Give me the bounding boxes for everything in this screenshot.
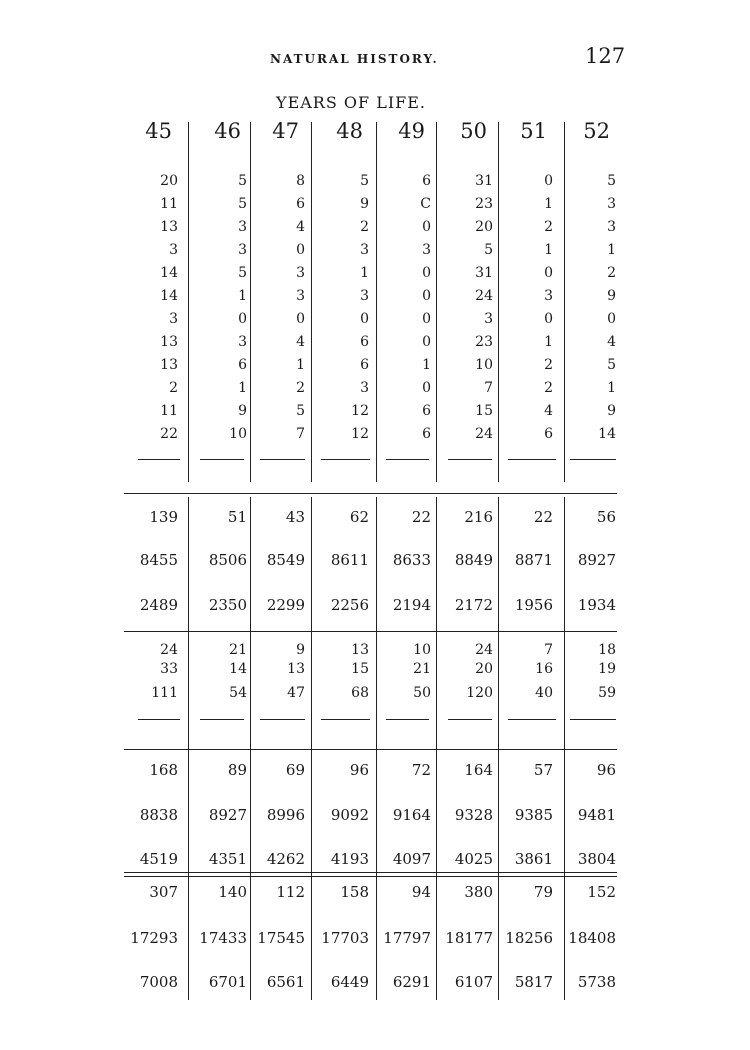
table-cell: 17545 xyxy=(257,929,305,947)
table-cell: 2 xyxy=(360,219,369,235)
column-divider xyxy=(188,122,189,482)
table-cell: 1 xyxy=(544,242,553,258)
table-rule xyxy=(124,749,617,750)
table-cell: 22 xyxy=(160,426,178,442)
table-cell: 1 xyxy=(238,288,247,304)
table-cell: 8506 xyxy=(208,551,247,569)
table-cell: 94 xyxy=(411,883,431,901)
table-cell: 1 xyxy=(238,380,247,396)
table-cell: 158 xyxy=(340,883,369,901)
table-cell: 2 xyxy=(544,380,553,396)
table-cell: 9328 xyxy=(454,806,493,824)
table-rule xyxy=(321,459,370,460)
table-rule xyxy=(124,631,617,632)
table-cell: 9092 xyxy=(330,806,369,824)
table-cell: 5817 xyxy=(514,973,553,991)
table-cell: 7 xyxy=(484,380,493,396)
table-cell: 23 xyxy=(475,334,493,350)
table-cell: 62 xyxy=(349,508,369,526)
table-rule xyxy=(200,459,244,460)
table-cell: 13 xyxy=(160,219,178,235)
table-cell: 0 xyxy=(422,288,431,304)
table-cell: 6291 xyxy=(392,973,431,991)
table-rule xyxy=(138,459,180,460)
column-header-52: 52 xyxy=(583,119,610,143)
table-cell: 4262 xyxy=(266,850,305,868)
table-cell: 6561 xyxy=(266,973,305,991)
table-cell: 112 xyxy=(276,883,305,901)
table-cell: 3 xyxy=(544,288,553,304)
table-cell: 13 xyxy=(287,661,305,677)
table-cell: 1 xyxy=(422,357,431,373)
table-cell: 8996 xyxy=(266,806,305,824)
table-rule xyxy=(508,719,556,720)
table-cell: 8 xyxy=(296,173,305,189)
table-cell: 1 xyxy=(544,334,553,350)
table-rule xyxy=(321,719,370,720)
table-cell: 6 xyxy=(238,357,247,373)
table-cell: 9164 xyxy=(392,806,431,824)
column-header-47: 47 xyxy=(272,119,299,143)
table-rule xyxy=(260,459,305,460)
table-cell: 5 xyxy=(607,357,616,373)
table-cell: 0 xyxy=(422,380,431,396)
table-cell: 9 xyxy=(607,288,616,304)
table-cell: 0 xyxy=(607,311,616,327)
table-cell: 23 xyxy=(475,196,493,212)
table-cell: 3 xyxy=(360,242,369,258)
table-cell: 7008 xyxy=(139,973,178,991)
table-cell: 16 xyxy=(535,661,553,677)
table-cell: 120 xyxy=(466,685,493,701)
table-cell: 5 xyxy=(238,173,247,189)
table-cell: 8927 xyxy=(577,551,616,569)
table-cell: 6 xyxy=(360,334,369,350)
table-cell: 307 xyxy=(149,883,178,901)
table-cell: 5 xyxy=(238,196,247,212)
table-cell: 0 xyxy=(296,242,305,258)
table-cell: 20 xyxy=(160,173,178,189)
table-cell: 69 xyxy=(285,761,305,779)
table-title: YEARS OF LIFE. xyxy=(276,93,427,112)
table-cell: 17703 xyxy=(321,929,369,947)
table-cell: 1 xyxy=(607,242,616,258)
table-cell: 12 xyxy=(351,426,369,442)
table-cell: 4351 xyxy=(208,850,247,868)
column-divider xyxy=(498,122,499,482)
table-cell: 2172 xyxy=(454,596,493,614)
table-cell: 3 xyxy=(296,265,305,281)
table-rule xyxy=(386,459,429,460)
table-cell: 8611 xyxy=(330,551,369,569)
column-header-45: 45 xyxy=(145,119,172,143)
table-cell: 3 xyxy=(169,311,178,327)
table-cell: 59 xyxy=(598,685,616,701)
table-rule xyxy=(124,493,617,494)
column-divider xyxy=(250,122,251,482)
table-cell: 21 xyxy=(413,661,431,677)
table-rule xyxy=(138,719,180,720)
table-cell: 216 xyxy=(464,508,493,526)
table-cell: 2 xyxy=(169,380,178,396)
table-rule xyxy=(448,459,492,460)
table-cell: 2 xyxy=(544,357,553,373)
table-cell: 12 xyxy=(351,403,369,419)
table-cell: 1 xyxy=(296,357,305,373)
table-cell: 139 xyxy=(149,508,178,526)
table-cell: 0 xyxy=(544,265,553,281)
table-cell: 152 xyxy=(587,883,616,901)
table-cell: 9385 xyxy=(514,806,553,824)
table-cell: 18 xyxy=(598,642,616,658)
column-divider xyxy=(376,122,377,482)
table-cell: 3 xyxy=(238,219,247,235)
table-cell: 6 xyxy=(544,426,553,442)
table-cell: 18256 xyxy=(505,929,553,947)
table-cell: 24 xyxy=(475,288,493,304)
table-cell: 3 xyxy=(296,288,305,304)
table-cell: 6 xyxy=(422,403,431,419)
table-cell: 11 xyxy=(160,196,178,212)
table-cell: 31 xyxy=(475,173,493,189)
table-cell: 3804 xyxy=(577,850,616,868)
table-cell: 4025 xyxy=(454,850,493,868)
table-cell: 3 xyxy=(607,219,616,235)
table-cell: 6 xyxy=(296,196,305,212)
table-cell: 17797 xyxy=(383,929,431,947)
table-cell: 68 xyxy=(351,685,369,701)
table-cell: 14 xyxy=(598,426,616,442)
table-cell: 5 xyxy=(296,403,305,419)
table-cell: 0 xyxy=(422,219,431,235)
table-cell: 11 xyxy=(160,403,178,419)
table-cell: 3861 xyxy=(514,850,553,868)
table-cell: 22 xyxy=(411,508,431,526)
table-cell: 5 xyxy=(238,265,247,281)
table-cell: 6107 xyxy=(454,973,493,991)
table-cell: 18408 xyxy=(568,929,616,947)
table-cell: 8549 xyxy=(266,551,305,569)
table-cell: 0 xyxy=(422,334,431,350)
table-cell: 168 xyxy=(149,761,178,779)
table-cell: 4 xyxy=(296,219,305,235)
table-cell: 6701 xyxy=(208,973,247,991)
table-cell: 56 xyxy=(596,508,616,526)
table-cell: 10 xyxy=(413,642,431,658)
table-cell: 4 xyxy=(607,334,616,350)
table-cell: 8838 xyxy=(139,806,178,824)
table-cell: 164 xyxy=(464,761,493,779)
table-cell: 18177 xyxy=(445,929,493,947)
table-cell: 3 xyxy=(238,334,247,350)
table-cell: 1 xyxy=(607,380,616,396)
table-cell: 79 xyxy=(533,883,553,901)
table-cell: 9 xyxy=(360,196,369,212)
table-cell: 6 xyxy=(422,173,431,189)
table-cell: 14 xyxy=(229,661,247,677)
table-cell: 13 xyxy=(160,334,178,350)
table-cell: 8927 xyxy=(208,806,247,824)
table-cell: 1934 xyxy=(577,596,616,614)
table-cell: 5 xyxy=(484,242,493,258)
table-cell: 21 xyxy=(229,642,247,658)
table-cell: 15 xyxy=(351,661,369,677)
table-cell: 8633 xyxy=(392,551,431,569)
running-title: NATURAL HISTORY. xyxy=(270,52,439,66)
table-cell: 380 xyxy=(464,883,493,901)
column-header-49: 49 xyxy=(398,119,425,143)
table-cell: 5 xyxy=(360,173,369,189)
table-cell: 13 xyxy=(351,642,369,658)
table-cell: 24 xyxy=(160,642,178,658)
table-cell: 0 xyxy=(360,311,369,327)
table-cell: 3 xyxy=(360,288,369,304)
table-cell: 2 xyxy=(544,219,553,235)
table-cell: 96 xyxy=(349,761,369,779)
column-header-51: 51 xyxy=(520,119,547,143)
table-cell: 6 xyxy=(360,357,369,373)
table-cell: 9 xyxy=(607,403,616,419)
table-rule xyxy=(570,459,616,460)
table-cell: 6449 xyxy=(330,973,369,991)
table-cell: 20 xyxy=(475,219,493,235)
table-cell: 47 xyxy=(287,685,305,701)
table-cell: 17433 xyxy=(199,929,247,947)
table-cell: 15 xyxy=(475,403,493,419)
table-cell: 33 xyxy=(160,661,178,677)
table-cell: 10 xyxy=(229,426,247,442)
table-cell: 14 xyxy=(160,265,178,281)
table-rule xyxy=(448,719,492,720)
table-cell: C xyxy=(420,196,431,212)
table-cell: 2299 xyxy=(266,596,305,614)
table-cell: 111 xyxy=(151,685,178,701)
table-cell: 3 xyxy=(422,242,431,258)
table-cell: 2489 xyxy=(139,596,178,614)
table-cell: 4 xyxy=(544,403,553,419)
table-cell: 8455 xyxy=(139,551,178,569)
table-cell: 5 xyxy=(607,173,616,189)
table-cell: 5738 xyxy=(577,973,616,991)
table-cell: 8871 xyxy=(514,551,553,569)
table-cell: 6 xyxy=(422,426,431,442)
column-divider xyxy=(311,122,312,482)
table-cell: 9 xyxy=(296,642,305,658)
table-cell: 140 xyxy=(218,883,247,901)
table-cell: 8849 xyxy=(454,551,493,569)
table-cell: 3 xyxy=(238,242,247,258)
table-cell: 3 xyxy=(360,380,369,396)
table-cell: 2 xyxy=(296,380,305,396)
table-cell: 0 xyxy=(544,173,553,189)
table-cell: 3 xyxy=(169,242,178,258)
table-cell: 4519 xyxy=(139,850,178,868)
table-cell: 19 xyxy=(598,661,616,677)
table-cell: 0 xyxy=(296,311,305,327)
table-cell: 89 xyxy=(227,761,247,779)
table-rule xyxy=(200,719,244,720)
table-cell: 22 xyxy=(533,508,553,526)
table-cell: 0 xyxy=(238,311,247,327)
table-cell: 54 xyxy=(229,685,247,701)
table-cell: 9 xyxy=(238,403,247,419)
table-cell: 4 xyxy=(296,334,305,350)
table-cell: 24 xyxy=(475,642,493,658)
table-cell: 0 xyxy=(544,311,553,327)
column-divider xyxy=(436,122,437,482)
table-rule xyxy=(124,872,617,877)
table-cell: 72 xyxy=(411,761,431,779)
table-cell: 96 xyxy=(596,761,616,779)
column-header-48: 48 xyxy=(336,119,363,143)
table-cell: 57 xyxy=(533,761,553,779)
table-cell: 20 xyxy=(475,661,493,677)
table-rule xyxy=(386,719,429,720)
table-cell: 1 xyxy=(544,196,553,212)
table-cell: 43 xyxy=(285,508,305,526)
table-cell: 7 xyxy=(544,642,553,658)
table-rule xyxy=(508,459,556,460)
table-cell: 1956 xyxy=(514,596,553,614)
table-cell: 13 xyxy=(160,357,178,373)
table-cell: 14 xyxy=(160,288,178,304)
table-cell: 7 xyxy=(296,426,305,442)
table-rule xyxy=(570,719,616,720)
table-cell: 31 xyxy=(475,265,493,281)
table-cell: 2 xyxy=(607,265,616,281)
table-cell: 0 xyxy=(422,311,431,327)
column-header-46: 46 xyxy=(214,119,241,143)
table-cell: 2350 xyxy=(208,596,247,614)
table-cell: 17293 xyxy=(130,929,178,947)
table-cell: 40 xyxy=(535,685,553,701)
table-cell: 2194 xyxy=(392,596,431,614)
table-cell: 9481 xyxy=(577,806,616,824)
table-cell: 4097 xyxy=(392,850,431,868)
table-cell: 24 xyxy=(475,426,493,442)
table-cell: 50 xyxy=(413,685,431,701)
table-cell: 3 xyxy=(484,311,493,327)
table-cell: 2256 xyxy=(330,596,369,614)
table-rule xyxy=(260,719,305,720)
table-cell: 1 xyxy=(360,265,369,281)
table-cell: 10 xyxy=(475,357,493,373)
column-divider xyxy=(564,122,565,482)
page-number: 127 xyxy=(585,44,626,68)
table-cell: 51 xyxy=(227,508,247,526)
table-cell: 0 xyxy=(422,265,431,281)
column-header-50: 50 xyxy=(460,119,487,143)
table-cell: 3 xyxy=(607,196,616,212)
table-cell: 4193 xyxy=(330,850,369,868)
